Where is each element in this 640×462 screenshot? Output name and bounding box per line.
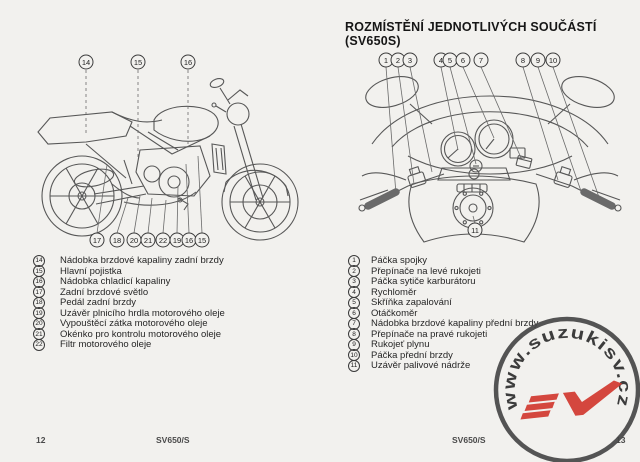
legend-item-label: Rychloměr	[371, 286, 417, 298]
motorcycle-side-view-drawing	[28, 52, 312, 250]
footer-model-left: SV650/S	[156, 435, 190, 445]
legend-item-number: 5	[348, 297, 360, 309]
callout-top-right-diagram	[379, 53, 560, 67]
legend-item-number: 9	[348, 339, 360, 351]
page-number-right: 13	[616, 435, 626, 445]
legend-item-label: Rukojeť plynu	[371, 339, 430, 350]
legend-item	[348, 288, 638, 297]
svg-text:18: 18	[112, 235, 122, 245]
legend-item-number: 3	[348, 276, 360, 288]
legend-item-number: 1	[348, 255, 360, 267]
legend-item-label: Skříňka zapalování	[371, 297, 452, 308]
callout-top-left-diagram	[79, 55, 195, 69]
svg-text:21: 21	[143, 235, 153, 245]
svg-text:6: 6	[460, 55, 466, 65]
callout-fuel-cap	[468, 223, 482, 237]
legend-item-number: 4	[348, 286, 360, 298]
legend-item-label: Pedál zadní brzdy	[60, 297, 137, 308]
legend-left	[33, 256, 323, 351]
legend-item-number: 10	[348, 349, 360, 361]
legend-item	[33, 330, 323, 339]
legend-item-number: 7	[348, 318, 360, 330]
legend-item-label: Přepínače na levé rukojeti	[371, 265, 481, 277]
page-number-left: 12	[36, 435, 46, 445]
legend-item-label: Hlavní pojistka	[60, 265, 122, 277]
footer-model-right: SV650/S	[452, 435, 486, 445]
svg-text:5: 5	[447, 55, 453, 65]
leader-lines-dashed	[86, 70, 188, 158]
legend-item-number: 14	[33, 255, 45, 267]
sv-logo-icon	[517, 380, 625, 422]
svg-text:19: 19	[172, 235, 182, 245]
legend-item-label: Nádobka brzdové kapaliny zadní brzdy	[60, 255, 224, 266]
svg-text:10: 10	[548, 55, 558, 65]
svg-text:8: 8	[520, 55, 526, 65]
svg-text:1: 1	[383, 55, 389, 65]
legend-item-label: Páčka přední brzdy	[371, 349, 453, 361]
suzukisv-watermark	[492, 315, 640, 462]
legend-item-label: Vypouštěcí zátka motorového oleje	[60, 318, 208, 329]
legend-item-label: Nádobka brzdové kapaliny přední brzdy	[371, 318, 539, 329]
legend-item-label: Přepínače na pravé rukojeti	[371, 328, 488, 340]
svg-text:4: 4	[438, 55, 444, 65]
legend-item	[348, 256, 638, 265]
legend-item	[348, 267, 638, 276]
legend-item	[33, 267, 323, 276]
legend-item-label: Otáčkoměr	[371, 307, 418, 319]
legend-item-number: 22	[33, 339, 45, 351]
svg-text:7: 7	[478, 55, 484, 65]
legend-item-number: 8	[348, 328, 360, 340]
legend-item-number: 6	[348, 307, 360, 319]
legend-item-number: 20	[33, 318, 45, 330]
legend-item-label: Uzávěr plnicího hrdla motorového oleje	[60, 307, 225, 319]
svg-text:15: 15	[133, 57, 143, 67]
svg-text:2: 2	[395, 55, 401, 65]
legend-item	[348, 277, 638, 286]
legend-item	[33, 288, 323, 297]
legend-item-number: 19	[33, 307, 45, 319]
legend-item-number: 11	[348, 360, 360, 372]
page-title: ROZMÍSTĚNÍ JEDNOTLIVÝCH SOUČÁSTÍ (SV650S)	[345, 20, 597, 48]
svg-text:14: 14	[81, 57, 91, 67]
legend-item	[33, 256, 323, 265]
svg-text:22: 22	[158, 235, 168, 245]
legend-item-number: 16	[33, 276, 45, 288]
svg-text:20: 20	[129, 235, 139, 245]
svg-text:9: 9	[535, 55, 541, 65]
callout-bottom-left-diagram	[90, 233, 209, 247]
legend-item-label: Páčka spojky	[371, 255, 427, 266]
legend-item-number: 21	[33, 328, 45, 340]
legend-item	[33, 340, 323, 349]
legend-item-label: Páčka sytiče karburátoru	[371, 276, 476, 287]
legend-item	[33, 309, 323, 318]
svg-text:15: 15	[197, 235, 207, 245]
legend-item-label: Okénko pro kontrolu motorového oleje	[60, 328, 222, 340]
watermark-url: www.suzukisv.cz	[499, 322, 635, 412]
legend-item	[33, 277, 323, 286]
svg-text:17: 17	[92, 235, 102, 245]
legend-item-label: Uzávěr palivové nádrže	[371, 360, 471, 371]
svg-text:11: 11	[471, 225, 479, 235]
cockpit-view-drawing	[352, 50, 628, 246]
svg-text:16: 16	[184, 235, 194, 245]
legend-item-number: 15	[33, 265, 45, 277]
svg-text:16: 16	[183, 57, 193, 67]
legend-item-label: Zadní brzdové světlo	[60, 286, 149, 298]
legend-item-number: 18	[33, 297, 45, 309]
legend-item-number: 2	[348, 265, 360, 277]
svg-text:3: 3	[407, 55, 413, 65]
legend-item-label: Nádobka chladicí kapaliny	[60, 276, 171, 287]
legend-item-label: Filtr motorového oleje	[60, 339, 152, 350]
legend-item-number: 17	[33, 286, 45, 298]
legend-item	[348, 298, 638, 307]
leader-lines	[386, 67, 600, 223]
legend-item	[33, 319, 323, 328]
legend-item	[33, 298, 323, 307]
